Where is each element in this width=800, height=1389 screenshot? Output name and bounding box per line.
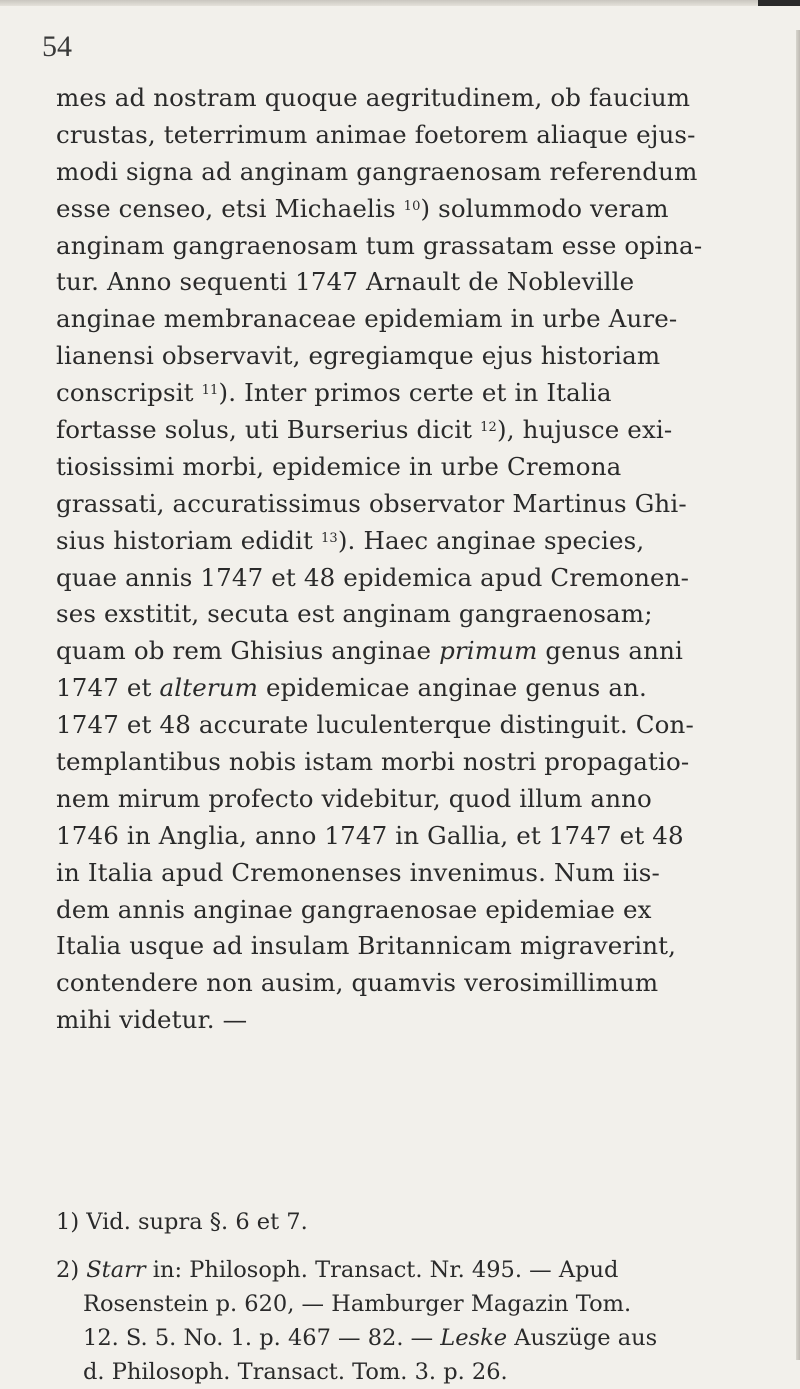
text-segment: genus anni: [545, 636, 684, 666]
text-segment: 1747 et: [56, 673, 152, 703]
footnote-1: 1) Vid. supra §. 6 et 7.: [56, 1209, 308, 1235]
text-line: grassati, accuratissimus observator Martinus Ghi-: [56, 488, 687, 518]
body-text: [56, 80, 796, 1039]
text-line: anginam gangraenosam tum grassatam esse opina-: [56, 230, 703, 260]
text-segment: solummodo veram: [438, 193, 669, 223]
text-line: crustas, teterrimum animae foetorem aliaque ejus-: [56, 119, 696, 149]
text-line: [56, 412, 796, 449]
text-segment: esse censeo, etsi Michaelis: [56, 193, 396, 223]
text-line: Italia usque ad insulam Britannicam migraverint,: [56, 931, 677, 961]
footnote-ref-13: 13: [321, 530, 338, 546]
text-line: [56, 375, 796, 412]
footnote-text: in: Philosoph. Transact. Nr. 495. — Apud: [152, 1257, 619, 1283]
italic-term: primum: [439, 636, 538, 666]
right-page-edge: [796, 30, 800, 1360]
paren: ).: [337, 525, 356, 555]
text-line: contendere non ausim, quamvis verosimillimum: [56, 968, 659, 998]
footnote-number: 2): [56, 1257, 80, 1283]
paren: ): [420, 193, 431, 223]
footnote-2-line-2: Rosenstein p. 620, — Hamburger Magazin Tom.: [83, 1291, 632, 1317]
paren: ).: [218, 378, 237, 408]
text-segment: fortasse solus, uti Burserius dicit: [56, 415, 473, 445]
text-line: [56, 670, 796, 707]
text-line: dem annis anginae gangraenosae epidemiae ex: [56, 894, 652, 924]
text-line: in Italia apud Cremonenses invenimus. Num iis-: [56, 857, 660, 887]
footnote-ref-10: 10: [403, 198, 421, 214]
footnote-author: Leske: [440, 1325, 508, 1351]
text-line: mihi videtur. —: [56, 1005, 248, 1035]
text-segment: quam ob rem Ghisius anginae: [56, 636, 432, 666]
text-line: tur. Anno sequenti 1747 Arnault de Nobleville: [56, 267, 635, 297]
text-line: tiosissimi morbi, epidemice in urbe Cremona: [56, 451, 622, 481]
footnote-text: 12. S. 5. No. 1. p. 467 — 82. —: [83, 1325, 434, 1351]
footnote-text: Auszüge aus: [514, 1325, 658, 1351]
text-line: [56, 191, 796, 228]
top-page-edge: [0, 0, 800, 6]
text-line: 1747 et 48 accurate luculenterque distinguit. Con-: [56, 710, 694, 740]
paren: ): [496, 415, 507, 445]
page-number: 54: [42, 30, 72, 63]
text-line: modi signa ad anginam gangraenosam referendum: [56, 156, 698, 186]
text-segment: Haec anginae species,: [363, 525, 645, 555]
text-line: mes ad nostram quoque aegritudinem, ob faucium: [56, 83, 691, 112]
text-line: ses exstitit, secuta est anginam gangraenosam;: [56, 599, 653, 629]
footnotes: [56, 1205, 796, 1389]
text-segment: conscripsit: [56, 378, 194, 408]
text-line: nem mirum profecto videbitur, quod illum anno: [56, 783, 652, 813]
text-line: lianensi observavit, egregiamque ejus historiam: [56, 341, 661, 371]
footnote-2: [56, 1253, 796, 1287]
text-line: quae annis 1747 et 48 epidemica apud Cremonen-: [56, 562, 690, 592]
text-line: templantibus nobis istam morbi nostri propagatio-: [56, 747, 690, 777]
footnote-2-line-4: d. Philosoph. Transact. Tom. 3. p. 26.: [83, 1359, 508, 1385]
italic-term: alterum: [159, 673, 259, 703]
text-segment: , hujusce exi-: [506, 415, 673, 445]
footnote-2-line-3: [56, 1321, 796, 1355]
text-line: anginae membranaceae epidemiam in urbe Aure-: [56, 304, 678, 334]
text-line: 1746 in Anglia, anno 1747 in Gallia, et 1747 et 48: [56, 820, 684, 850]
footnote-ref-12: 12: [480, 420, 497, 436]
text-segment: epidemicae anginae genus an.: [266, 673, 647, 703]
footnote-author: Starr: [86, 1257, 146, 1283]
footnote-ref-11: 11: [201, 383, 219, 399]
text-segment: Inter primos certe et in Italia: [244, 378, 612, 408]
text-line: [56, 633, 796, 670]
text-line: [56, 523, 796, 560]
text-segment: sius historiam edidit: [56, 525, 314, 555]
